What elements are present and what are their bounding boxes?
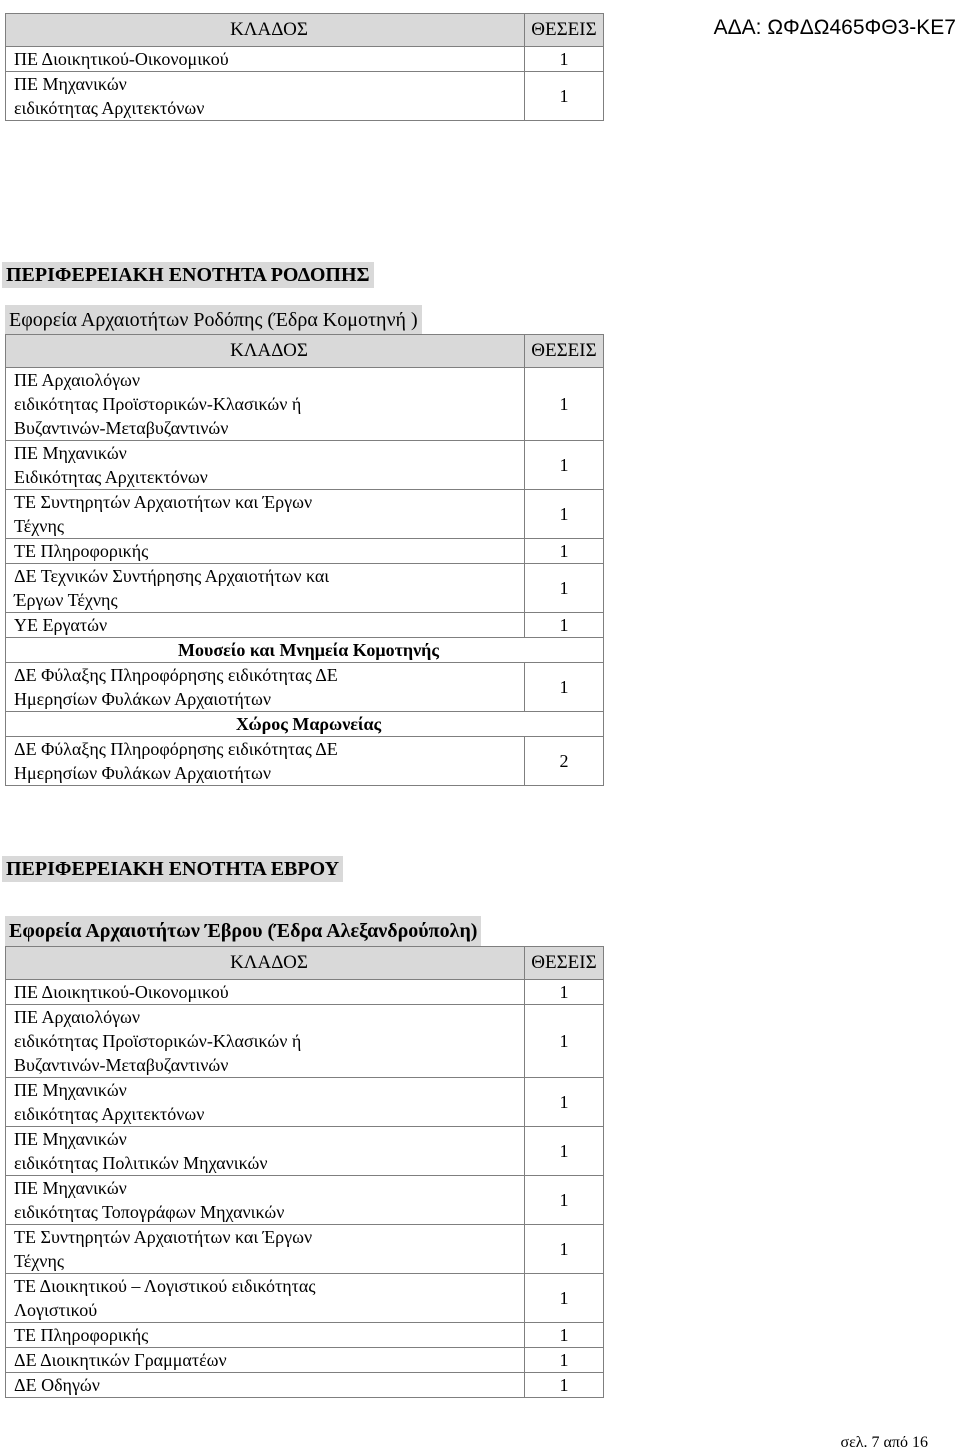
subsection-row — [6, 638, 604, 663]
klados-cell — [6, 1274, 525, 1323]
ephoreia-title-rodopi: Εφορεία Αρχαιοτήτων Ροδόπης (Έδρα Κομοτηνή ) — [5, 305, 422, 335]
klados-line: ΔΕ Φύλαξης Πληροφόρησης ειδικότητας ΔΕ — [14, 739, 338, 759]
theseis-cell: 1 — [525, 72, 604, 121]
klados-line: Ημερησίων Φυλάκων Αρχαιοτήτων — [14, 763, 271, 783]
table-row — [6, 980, 604, 1005]
klados-line: Βυζαντινών-Μεταβυζαντινών — [14, 418, 229, 438]
theseis-cell: 1 — [525, 1127, 604, 1176]
klados-line: ΤΕ Πληροφορικής — [14, 1325, 149, 1345]
page-number: σελ. 7 από 16 — [840, 1434, 928, 1451]
klados-cell — [6, 1078, 525, 1127]
ada-code: ΑΔΑ: ΩΦΔΩ465ΦΘ3-ΚΕ7 — [713, 16, 956, 39]
table-header-row — [6, 335, 604, 368]
theseis-cell: 1 — [525, 1274, 604, 1323]
klados-cell — [6, 539, 525, 564]
table-row — [6, 1127, 604, 1176]
theseis-cell: 1 — [525, 1176, 604, 1225]
table-header-row — [6, 947, 604, 980]
table-row — [6, 441, 604, 490]
table-row — [6, 564, 604, 613]
klados-cell — [6, 441, 525, 490]
theseis-cell: 1 — [525, 1348, 604, 1373]
column-header-theseis: ΘΕΣΕΙΣ — [525, 947, 604, 980]
klados-cell — [6, 368, 525, 441]
klados-line: ΔΕ Φύλαξης Πληροφόρησης ειδικότητας ΔΕ — [14, 665, 338, 685]
table-row — [6, 613, 604, 638]
klados-cell — [6, 1176, 525, 1225]
klados-line: ειδικότητας Πολιτικών Μηχανικών — [14, 1153, 268, 1173]
klados-line: ΠΕ Μηχανικών — [14, 74, 127, 94]
klados-cell — [6, 980, 525, 1005]
klados-line: ΠΕ Διοικητικού-Οικονομικού — [14, 982, 229, 1002]
klados-cell — [6, 1323, 525, 1348]
klados-line: ΤΕ Συντηρητών Αρχαιοτήτων και Έργων — [14, 492, 313, 512]
subsection-row — [6, 712, 604, 737]
theseis-cell: 1 — [525, 539, 604, 564]
table-positions-evros — [5, 946, 604, 1398]
theseis-cell: 1 — [525, 663, 604, 712]
subsection-title: Μουσείο και Μνημεία Κομοτηνής — [6, 638, 604, 663]
table-row — [6, 1005, 604, 1078]
theseis-cell: 1 — [525, 613, 604, 638]
klados-line: ΠΕ Μηχανικών — [14, 1178, 127, 1198]
theseis-cell: 1 — [525, 1078, 604, 1127]
table-positions-top — [5, 13, 604, 121]
klados-line: ειδικότητας Αρχιτεκτόνων — [14, 98, 205, 118]
column-header-theseis: ΘΕΣΕΙΣ — [525, 335, 604, 368]
klados-line: ΠΕ Αρχαιολόγων — [14, 370, 141, 390]
klados-cell — [6, 663, 525, 712]
theseis-cell: 1 — [525, 490, 604, 539]
klados-cell — [6, 490, 525, 539]
table-row — [6, 1274, 604, 1323]
region-title-evros: ΠΕΡΙΦΕΡΕΙΑΚΗ ΕΝΟΤΗΤΑ ΕΒΡΟΥ — [2, 856, 343, 882]
klados-line: ΤΕ Διοικητικού – Λογιστικού ειδικότητας — [14, 1276, 316, 1296]
theseis-cell: 1 — [525, 368, 604, 441]
column-header-klados: ΚΛΑΔΟΣ — [6, 335, 525, 368]
column-header-klados: ΚΛΑΔΟΣ — [6, 947, 525, 980]
klados-cell — [6, 564, 525, 613]
theseis-cell: 1 — [525, 564, 604, 613]
klados-line: ΔΕ Διοικητικών Γραμματέων — [14, 1350, 227, 1370]
table-row — [6, 490, 604, 539]
subsection-title: Χώρος Μαρωνείας — [6, 712, 604, 737]
klados-cell — [6, 1225, 525, 1274]
klados-line: Ημερησίων Φυλάκων Αρχαιοτήτων — [14, 689, 271, 709]
table-row — [6, 47, 604, 72]
table-header-row — [6, 14, 604, 47]
klados-line: Ειδικότητας Αρχιτεκτόνων — [14, 467, 208, 487]
klados-line: ειδικότητας Προϊστορικών-Κλασικών ή — [14, 394, 302, 414]
table-row — [6, 1078, 604, 1127]
theseis-cell: 1 — [525, 1005, 604, 1078]
klados-cell — [6, 737, 525, 786]
klados-line: ΠΕ Μηχανικών — [14, 1129, 127, 1149]
klados-line: Βυζαντινών-Μεταβυζαντινών — [14, 1055, 229, 1075]
theseis-cell: 2 — [525, 737, 604, 786]
theseis-cell: 1 — [525, 441, 604, 490]
klados-line: Τέχνης — [14, 1251, 64, 1271]
klados-line: Τέχνης — [14, 516, 64, 536]
klados-line: ΤΕ Πληροφορικής — [14, 541, 149, 561]
table-row — [6, 737, 604, 786]
column-header-theseis: ΘΕΣΕΙΣ — [525, 14, 604, 47]
klados-line: ΤΕ Συντηρητών Αρχαιοτήτων και Έργων — [14, 1227, 313, 1247]
klados-cell — [6, 1373, 525, 1398]
klados-line: ΠΕ Αρχαιολόγων — [14, 1007, 141, 1027]
table-positions-rodopi — [5, 334, 604, 786]
ephoreia-title-evros: Εφορεία Αρχαιοτήτων Έβρου (Έδρα Αλεξανδρούπολη) — [5, 916, 481, 946]
klados-line: ΔΕ Οδηγών — [14, 1375, 100, 1395]
klados-cell — [6, 613, 525, 638]
table-row — [6, 1348, 604, 1373]
theseis-cell: 1 — [525, 1323, 604, 1348]
theseis-cell: 1 — [525, 47, 604, 72]
klados-line: Λογιστικού — [14, 1300, 98, 1320]
table-row — [6, 1176, 604, 1225]
table-row — [6, 539, 604, 564]
klados-cell — [6, 1127, 525, 1176]
table-row — [6, 368, 604, 441]
region-title-rodopi: ΠΕΡΙΦΕΡΕΙΑΚΗ ΕΝΟΤΗΤΑ ΡΟΔΟΠΗΣ — [2, 262, 374, 288]
klados-line: ειδικότητας Προϊστορικών-Κλασικών ή — [14, 1031, 302, 1051]
klados-cell — [6, 47, 525, 72]
klados-line: ΠΕ Διοικητικού-Οικονομικού — [14, 49, 229, 69]
column-header-klados: ΚΛΑΔΟΣ — [6, 14, 525, 47]
klados-cell — [6, 1348, 525, 1373]
table-row — [6, 663, 604, 712]
theseis-cell: 1 — [525, 980, 604, 1005]
klados-line: ΔΕ Τεχνικών Συντήρησης Αρχαιοτήτων και — [14, 566, 330, 586]
klados-line: ειδικότητας Αρχιτεκτόνων — [14, 1104, 205, 1124]
klados-line: Έργων Τέχνης — [14, 590, 118, 610]
klados-line: ΥΕ Εργατών — [14, 615, 108, 635]
klados-line: ΠΕ Μηχανικών — [14, 443, 127, 463]
theseis-cell: 1 — [525, 1373, 604, 1398]
klados-line: ΠΕ Μηχανικών — [14, 1080, 127, 1100]
klados-cell — [6, 1005, 525, 1078]
klados-cell — [6, 72, 525, 121]
table-row — [6, 1225, 604, 1274]
klados-line: ειδικότητας Τοπογράφων Μηχανικών — [14, 1202, 285, 1222]
theseis-cell: 1 — [525, 1225, 604, 1274]
table-row — [6, 1323, 604, 1348]
table-row — [6, 72, 604, 121]
table-row — [6, 1373, 604, 1398]
